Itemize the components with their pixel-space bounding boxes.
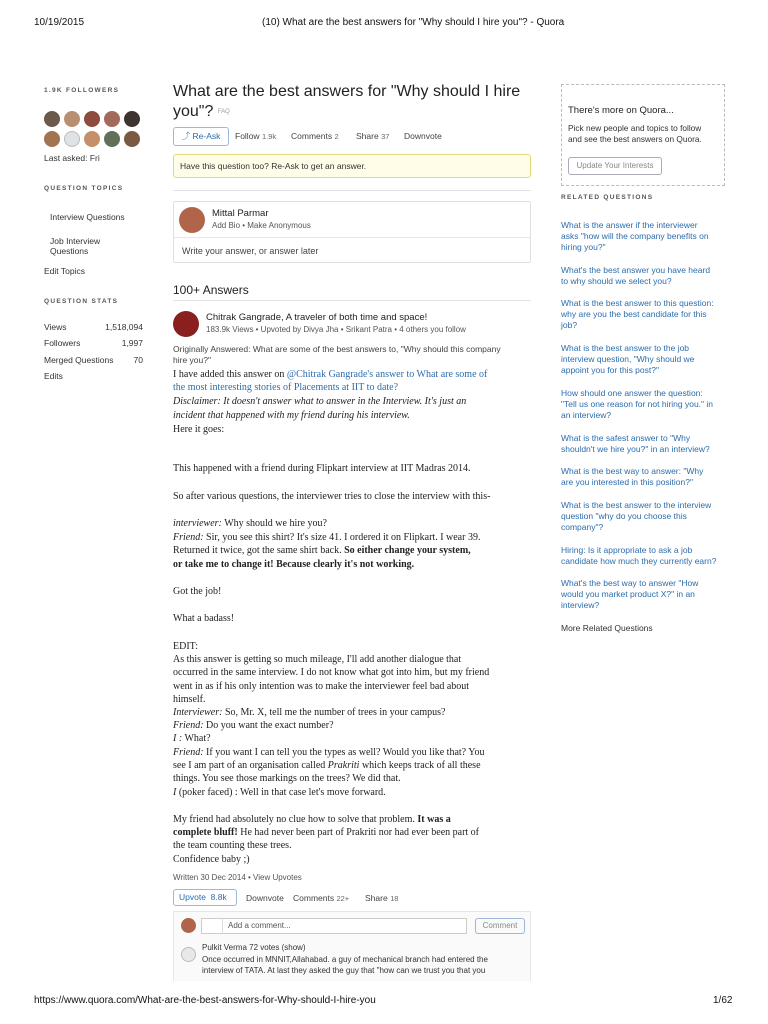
avatar[interactable]: [84, 131, 100, 147]
final-line-2: complete bluff! He had never been part of Prakriti nor had ever been part of: [173, 827, 480, 838]
avatar[interactable]: [124, 131, 140, 147]
avatar[interactable]: [64, 131, 80, 147]
here-it-goes: Here it goes:: [173, 424, 225, 435]
reask-icon: ⤴: [181, 131, 191, 141]
more-text-2: and see the best answers on Quora.: [568, 134, 702, 144]
final-line-1: My friend had absolutely no clue how to solve that problem. It was a: [173, 814, 451, 825]
upvote-button[interactable]: Upvote 8.8k: [173, 889, 237, 906]
answer-written-date[interactable]: Written 30 Dec 2014 • View Upvotes: [173, 873, 302, 882]
dialog-friend-1: Friend: Sir, you see this shirt? It's size 41. I ordered it on Flipkart. I wear 39.: [173, 532, 481, 543]
edit-line-3: went in as if his only intention was to make the interviewer feel bad about: [173, 681, 470, 692]
edit-line-10: things. You see those markings on the trees? We did that.: [173, 773, 401, 784]
reask-notice: Have this question too? Re-Ask to get an answer.: [173, 154, 531, 178]
related-question[interactable]: What is the answer if the interviewer asks "how will the company benefits on hiring you?": [561, 220, 709, 253]
answer-meta: 183.9k Views • Upvoted by Divya Jha • Srikant Patra • 4 others you follow: [206, 325, 466, 334]
commenter-avatar[interactable]: [181, 947, 196, 962]
answer-downvote-button[interactable]: Downvote: [246, 893, 284, 903]
print-url: https://www.quora.com/What-are-the-best-answers-for-Why-should-I-hire-you: [34, 995, 376, 1006]
edit-line-7: I : What?: [173, 733, 211, 744]
avatar[interactable]: [84, 111, 100, 127]
commenter-name[interactable]: Pulkit Verma 72 votes (show): [202, 943, 306, 952]
comment-input[interactable]: Add a comment...: [201, 918, 467, 934]
composer-user-name[interactable]: Mittal Parmar: [212, 208, 269, 219]
final-line-3: the team counting these trees.: [173, 840, 292, 851]
avatar[interactable]: [124, 111, 140, 127]
disclaimer-line-2: incident that happened with my friend during his interview.: [173, 410, 410, 421]
related-question[interactable]: What is the safest answer to "Why shouldn't we hire you?" in an interview?: [561, 433, 710, 455]
avatar[interactable]: [44, 111, 60, 127]
more-title: There's more on Quora...: [568, 105, 674, 116]
question-title: What are the best answers for "Why should I hire you"? FAQ: [173, 83, 521, 121]
edit-line-2: occurred in the same interview. I do not know what got into him, but my friend: [173, 667, 490, 678]
avatar[interactable]: [44, 131, 60, 147]
related-question[interactable]: What is the best way to answer: "Why are you interested in this position?": [561, 466, 704, 488]
avatar[interactable]: [104, 131, 120, 147]
related-question[interactable]: What's the best answer you have heard to why should we select you?: [561, 265, 711, 287]
origin-line-1: Originally Answered: What are some of the best answers to, "Why should this company: [173, 344, 501, 354]
avatar[interactable]: [104, 111, 120, 127]
stat-views: Views 1,518,094: [44, 322, 143, 332]
related-caption: RELATED QUESTIONS: [561, 194, 654, 201]
related-question[interactable]: How should one answer the question: "Tell us one reason for not hiring you." in an interview?: [561, 388, 714, 421]
comment-submit-button[interactable]: Comment: [475, 918, 525, 934]
intro-link-line-2[interactable]: the most interesting stories of Placements at IIT to date?: [173, 382, 399, 393]
stats-caption: QUESTION STATS: [44, 298, 119, 305]
topics-caption: QUESTION TOPICS: [44, 185, 124, 192]
answer-intro: I have added this answer on @Chitrak Gangrade's answer to What are some of: [173, 369, 488, 380]
topic-interview-questions[interactable]: Interview Questions: [50, 212, 125, 222]
answer-input[interactable]: Write your answer, or answer later: [182, 246, 319, 256]
answer-author[interactable]: Chitrak Gangrade, A traveler of both time and space!: [206, 312, 428, 323]
related-question[interactable]: What is the best answer to this question: why are you the best candidate for this job?: [561, 298, 714, 331]
related-question[interactable]: What is the best answer to the job interview question, "Why should we appoint you for this post?": [561, 343, 695, 376]
follow-button[interactable]: Follow 1.9k: [235, 131, 277, 141]
related-question[interactable]: What is the best answer to the interview question "why do you choose this company"?: [561, 500, 712, 533]
author-avatar[interactable]: [173, 311, 199, 337]
avatar[interactable]: [64, 111, 80, 127]
faq-tag: FAQ: [217, 109, 230, 115]
answer-para-1: This happened with a friend during Flipkart interview at IIT Madras 2014.: [173, 463, 471, 474]
dialog-interviewer: interviewer: Why should we hire you?: [173, 518, 327, 529]
topic-job-interview-questions[interactable]: Job Interview Questions: [50, 236, 101, 256]
edit-label: EDIT:: [173, 641, 199, 652]
edit-line-9: see I am part of an organisation called Prakriti which keeps track of all these: [173, 760, 481, 771]
more-related-link[interactable]: More Related Questions: [561, 623, 653, 633]
stat-merged-questions: Merged Questions 70: [44, 355, 143, 365]
edit-line-4: himself.: [173, 694, 206, 705]
got-the-job: Got the job!: [173, 586, 222, 597]
last-asked: Last asked: Fri: [44, 153, 100, 163]
comment-text-1: Once occurred in MNNIT,Allahabad. a guy of mechanical branch had entered the: [202, 955, 488, 964]
edit-line-6: Friend: Do you want the exact number?: [173, 720, 334, 731]
edit-line-1: As this answer is getting so much mileage, I'll add another dialogue that: [173, 654, 462, 665]
disclaimer: Disclaimer: It doesn't answer what to answer in the Interview. It's just an: [173, 396, 467, 407]
print-page-title: (10) What are the best answers for "Why should I hire you"? - Quora: [262, 17, 565, 28]
more-text-1: Pick new people and topics to follow: [568, 123, 702, 133]
edit-line-5: Interviewer: So, Mr. X, tell me the number of trees in your campus?: [173, 707, 446, 718]
answer-para-2: So after various questions, the interviewer tries to close the interview with this-: [173, 491, 491, 502]
what-a-badass: What a badass!: [173, 613, 235, 624]
more-on-quora-box: [561, 84, 725, 186]
reask-button[interactable]: ⤴ Re-Ask: [173, 127, 229, 146]
edit-line-11: I (poker faced) : Well in that case let's move forward.: [173, 787, 386, 798]
intro-link[interactable]: @Chitrak Gangrade's answer to What are some of: [286, 369, 488, 380]
dialog-friend-3: or take me to change it! Because clearly it's not working.: [173, 559, 415, 570]
final-line-4: Confidence baby ;): [173, 854, 250, 865]
composer-avatar: [179, 207, 205, 233]
stat-edits[interactable]: Edits: [44, 371, 63, 381]
related-question[interactable]: Hiring: Is it appropriate to ask a job candidate how much they currently earn?: [561, 545, 717, 567]
downvote-button[interactable]: Downvote: [404, 131, 442, 141]
comments-button[interactable]: Comments 2: [291, 131, 339, 141]
origin-line-2: hire you?": [173, 355, 211, 365]
answers-heading: 100+ Answers: [173, 283, 249, 297]
edit-line-8: Friend: If you want I can tell you the types as well? Would you like that? You: [173, 747, 485, 758]
comment-user-avatar: [181, 918, 196, 933]
answer-share-button[interactable]: Share 18: [365, 893, 399, 903]
related-question[interactable]: What's the best way to answer "How would you market product X?" in an interview?: [561, 578, 699, 611]
composer-user-sub[interactable]: Add Bio • Make Anonymous: [212, 221, 311, 230]
stat-followers: Followers 1,997: [44, 338, 143, 348]
print-page-number: 1/62: [713, 995, 733, 1006]
edit-topics-link[interactable]: Edit Topics: [44, 266, 85, 276]
dialog-friend-2: Returned it twice, got the same shirt back. So either change your system,: [173, 545, 471, 556]
answer-comments-button[interactable]: Comments 22+: [293, 893, 350, 903]
print-date: 10/19/2015: [34, 17, 85, 28]
comment-text-2: interview of TATA. At last they asked the guy that "how can we trust you that you: [202, 966, 486, 975]
update-interests-button[interactable]: Update Your Interests: [568, 157, 662, 175]
answer-composer: [173, 201, 531, 263]
followers-caption: 1.9K FOLLOWERS: [44, 87, 120, 94]
share-button[interactable]: Share 37: [356, 131, 390, 141]
